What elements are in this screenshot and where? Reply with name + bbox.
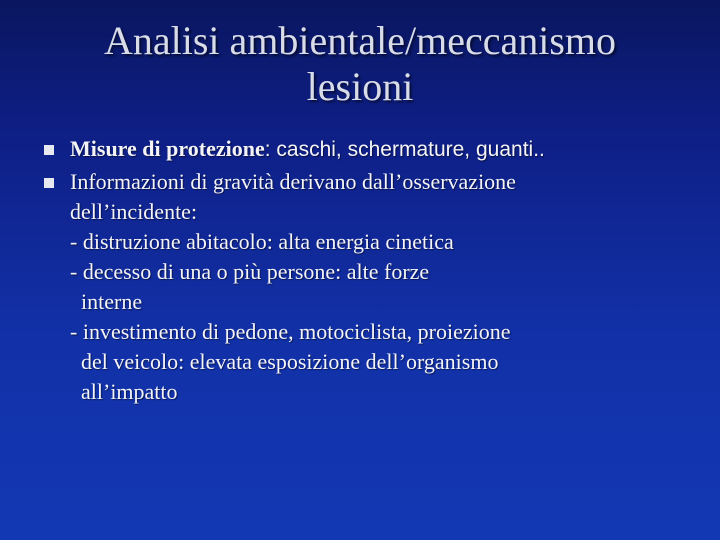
bullet-line: Informazioni di gravità derivano dall’osservazione (70, 169, 516, 194)
bullet-list (44, 134, 694, 407)
bullet-line: all’impatto (70, 379, 178, 404)
square-bullet-icon (44, 178, 54, 188)
slide-title (20, 18, 700, 110)
title-line-2: lesioni (306, 64, 414, 109)
bullet-line: - distruzione abitacolo: alta energia cinetica (70, 229, 454, 254)
bullet-line: del veicolo: elevata esposizione dell’organismo (70, 349, 499, 374)
bullet-item-protection (44, 134, 694, 165)
bullet-line: interne (70, 289, 143, 314)
bullet-line: dell’incidente: (70, 199, 198, 224)
bullet-line: - investimento di pedone, motociclista, proiezione (70, 319, 511, 344)
bullet-rest-text: : caschi, schermature, guanti.. (264, 138, 545, 161)
bullet-line: - decesso di una o più persone: alte forze (70, 259, 430, 284)
title-line-1: Analisi ambientale/meccanismo (103, 18, 617, 63)
square-bullet-icon (44, 145, 54, 155)
bullet-bold-label: Misure di protezione (70, 136, 265, 161)
bullet-text (70, 134, 694, 165)
bullet-item-severity (44, 167, 694, 407)
